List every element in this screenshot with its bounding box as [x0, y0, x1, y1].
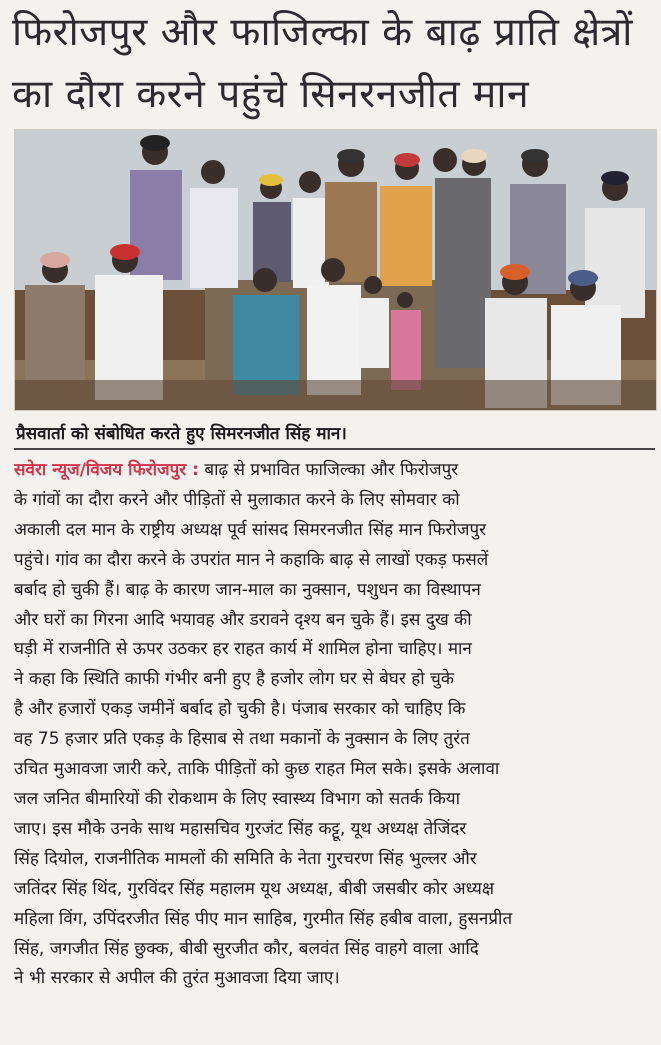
body-line [14, 456, 659, 486]
body-line: जल जनित बीमारियों की रोकथाम के लिए स्वास्थ्य विभाग को सतर्क किया [14, 788, 461, 809]
body-line: ने भी सरकार से अपील की तुरंत मुआवजा दिया जाए। [14, 968, 340, 989]
body-line: पहुंचे। गांव का दौरा करने के उपरांत मान ने कहाकि बाढ़ से लाखों एकड़ फसलें [14, 549, 489, 570]
headline-line-1: फिरोजपुर और फाजिल्का के बाढ़ प्राति क्षेत्रों [12, 10, 633, 55]
body-line: सिंह, जगजीत सिंह छुक्क, बीबी सुरजीत कौर, बलवंत सिंह वाहगे वाला आदि [14, 938, 479, 959]
body-line: घड़ी में राजनीति से ऊपर उठकर हर राहत कार्य में शामिल होना चाहिए। मान [14, 639, 472, 660]
byline: सवेरा न्यूज/विजय फिरोजपुर : [14, 460, 199, 480]
caption-divider [14, 448, 655, 450]
body-line: जाए। इस मौके उनके साथ महासचिव गुरजंट सिंह कट्टू, यूथ अध्यक्ष तेजिंदर [14, 818, 467, 839]
body-line: है और हजारों एकड़ जमीनें बर्बाद हो चुकी है। पंजाब सरकार को चाहिए कि [14, 699, 466, 720]
article-body [14, 456, 659, 994]
body-line: अकाली दल मान के राष्ट्रीय अध्यक्ष पूर्व सांसद सिमरनजीत सिंह मान फिरोजपुर [14, 519, 487, 540]
body-line: और घरों का गिरना आदि भयावह और डरावने दृश्य बन चुके हैं। इस दुख की [14, 609, 472, 630]
photo-caption: प्रैसवार्ता को संबोधित करते हुए सिमरनजीत सिंह मान। [16, 424, 347, 444]
group-photo-illustration [15, 130, 656, 410]
body-line-text: बाढ़ से प्रभावित फाजिल्का और फिरोजपुर [198, 460, 459, 480]
body-line: महिला विंग, उपिंदरजीत सिंह पीए मान साहिब, गुरमीत सिंह हबीब वाला, हुसनप्रीत [14, 908, 513, 929]
headline-line-2: का दौरा करने पहुंचे सिनरनजीत मान [12, 72, 530, 117]
body-line: के गांवों का दौरा करने और पीड़ितों से मुलाकात करने के लिए सोमवार को [14, 489, 460, 510]
headline [12, 2, 657, 126]
body-line: ने कहा कि स्थिति काफी गंभीर बनी हुए है हजोर लोग घर से बेघर हो चुके [14, 669, 454, 690]
body-line: सिंह दियोल, राजनीतिक मामलों की समिति के नेता गुरचरण सिंह भुल्लर और [14, 848, 477, 869]
body-line: जतिंदर सिंह थिंद, गुरविंदर सिंह महालम यूथ अध्यक्ष, बीबी जसबीर कोर अध्यक्ष [14, 878, 495, 899]
body-line: उचित मुआवजा जारी करे, ताकि पीड़ितों को कुछ राहत मिल सके। इसके अलावा [14, 759, 500, 780]
body-line: वह 75 हजार प्रति एकड़ के हिसाब से तथा मकानों के नुक्सान के लिए तुरंत [14, 729, 470, 750]
news-photo [14, 129, 657, 411]
body-line: बर्बाद हो चुकी हैं। बाढ़ के कारण जान-माल का नुक्सान, पशुधन का विस्थापन [14, 579, 481, 600]
